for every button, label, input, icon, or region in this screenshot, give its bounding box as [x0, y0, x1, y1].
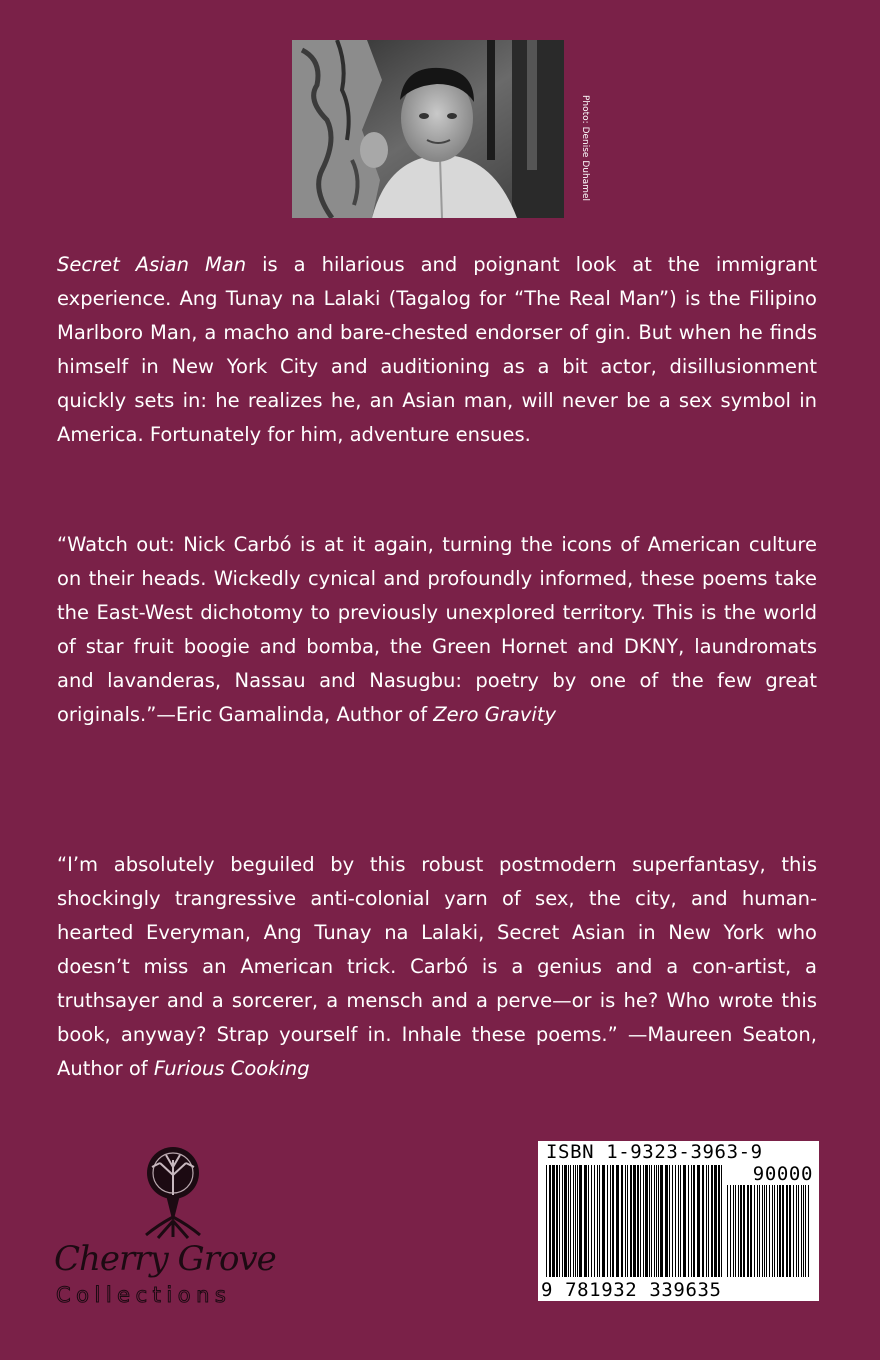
barcode-bar: [691, 1165, 692, 1277]
barcode-bar: [627, 1165, 628, 1277]
description-body: is a hilarious and poignant look at the immigrant experience. Ang Tunay na Lalaki (Tagalog for “The Real Man”) is the Filipino Marlboro Man, a macho and bare-chested endorser of gin. But when he finds himself in New York City and auditioning as a bit actor, disillusionment quickly sets in: he realizes he, an Asian man, will never be a sex symbol in America. Fortunately for him, adventure ensues.: [57, 253, 817, 446]
barcode-bar: [754, 1185, 755, 1277]
barcode-bar: [711, 1165, 713, 1277]
tree-icon: [138, 1145, 208, 1240]
barcode-bar: [738, 1185, 739, 1277]
barcode-bar: [693, 1165, 695, 1277]
author-photo: [292, 40, 564, 218]
barcode-bar: [588, 1165, 589, 1277]
barcode-bar: [697, 1165, 700, 1277]
barcode-bar: [683, 1165, 686, 1277]
barcode-bar: [680, 1165, 681, 1277]
barcode-bar: [678, 1165, 679, 1277]
barcode-bar: [660, 1165, 663, 1277]
barcode-bar: [786, 1185, 788, 1277]
barcode-bar: [645, 1165, 648, 1277]
isbn-number: ISBN 1-9323-3963-9: [546, 1141, 763, 1163]
barcode-bar: [782, 1185, 784, 1277]
barcode-bar: [740, 1185, 742, 1277]
barcode-bar: [597, 1165, 598, 1277]
publisher-logo: [50, 1135, 295, 1325]
barcode-bar: [579, 1165, 582, 1277]
barcode-bar: [772, 1185, 773, 1277]
barcode-bar: [750, 1185, 752, 1277]
barcode-bar: [556, 1165, 558, 1277]
blurb-book-title: Zero Gravity: [433, 703, 557, 726]
barcode-bar: [546, 1165, 547, 1277]
barcode-bar: [559, 1165, 560, 1277]
barcode-bar: [621, 1165, 623, 1277]
photo-credit: Photo: Denise Duhamel: [580, 95, 590, 201]
barcode-bar: [762, 1185, 763, 1277]
barcode-bar: [769, 1185, 770, 1277]
barcode-bar: [789, 1185, 791, 1277]
price-code: 90000: [752, 1163, 813, 1185]
barcode-bar: [808, 1185, 809, 1277]
barcode-bar: [757, 1185, 758, 1277]
blurb-book-title: Furious Cooking: [153, 1057, 310, 1080]
barcode-bar: [625, 1165, 626, 1277]
barcode-bar: [599, 1165, 600, 1277]
barcode-bar: [616, 1165, 619, 1277]
isbn-barcode: [538, 1141, 819, 1301]
blurb-text: “Watch out: Nick Carbó is at it again, turning the icons of American culture on their heads. Wickedly cynical and profoundly informed, these poems take the East-West dichotomy to previously unexplored territory. This is the world of star fruit boogie and bomba, the Green Hornet and DKNY, laundromats and lavanderas, Nassau and Nasugbu: poetry by one of the few great originals.”—Eric Gamalinda, Author of: [57, 533, 817, 726]
barcode-bar: [735, 1185, 736, 1277]
barcode-bar: [594, 1165, 595, 1277]
barcode-bar: [665, 1165, 668, 1277]
barcode-bar: [702, 1165, 704, 1277]
barcode-bar: [577, 1165, 578, 1277]
barcode-bar: [649, 1165, 650, 1277]
barcode-bar: [656, 1165, 657, 1277]
barcode-bar: [602, 1165, 605, 1277]
barcode-bar: [798, 1185, 799, 1277]
barcode-bar: [570, 1165, 571, 1277]
barcode-bar: [672, 1165, 673, 1277]
barcode-bar: [779, 1185, 781, 1277]
barcode-bar: [805, 1185, 806, 1277]
barcode-bar: [643, 1165, 644, 1277]
barcode-bar: [733, 1185, 734, 1277]
barcode-bar: [688, 1165, 689, 1277]
book-description: [57, 248, 817, 452]
blurb-text: “I’m absolutely beguiled by this robust postmodern superfantasy, this shockingly trangressive anti-colonial yarn of sex, the city, and human-hearted Everyman, Ang Tunay na Lalaki, Secret Asian in New York who doesn’t miss an American trick. Carbó is a genius and a con-artist, a truthsayer and a sorcerer, a mensch and a perve—or is he? Who wrote this book, anyway? Strap yourself in. Inhale these poems.” —Maureen Seaton, Author of: [57, 853, 817, 1080]
barcode-bar: [803, 1185, 804, 1277]
barcode-bar: [575, 1165, 576, 1277]
barcode-bar: [721, 1165, 722, 1277]
barcode-bar: [630, 1165, 632, 1277]
barcode-bar: [552, 1165, 555, 1277]
barcode-bar: [714, 1165, 717, 1277]
barcode-bar: [766, 1185, 767, 1277]
barcode-bar: [743, 1185, 745, 1277]
barcode-bar: [675, 1165, 676, 1277]
barcode-bar: [708, 1165, 709, 1277]
barcode-bar: [573, 1165, 574, 1277]
barcode-bar: [612, 1165, 614, 1277]
barcode-bar: [706, 1165, 707, 1277]
barcode-bars: [546, 1165, 724, 1277]
barcode-bar: [654, 1165, 655, 1277]
barcode-bar: [651, 1165, 652, 1277]
barcode-bar: [759, 1185, 760, 1277]
barcode-bar: [564, 1165, 567, 1277]
barcode-bar: [591, 1165, 592, 1277]
barcode-bar: [640, 1165, 641, 1277]
ean-number: 9 781932 339635: [541, 1279, 722, 1301]
barcode-bar: [607, 1165, 608, 1277]
addon-barcode-bars: [727, 1185, 811, 1277]
barcode-bar: [747, 1185, 749, 1277]
barcode-bar: [796, 1185, 797, 1277]
publisher-name: Cherry Grove: [54, 1239, 276, 1279]
barcode-bar: [777, 1185, 778, 1277]
barcode-bar: [584, 1165, 587, 1277]
barcode-bar: [568, 1165, 569, 1277]
blurb-seaton: [57, 848, 817, 1086]
barcode-bar: [562, 1165, 563, 1277]
barcode-bar: [633, 1165, 636, 1277]
barcode-bar: [727, 1185, 728, 1277]
barcode-bar: [658, 1165, 659, 1277]
barcode-bar: [801, 1185, 802, 1277]
barcode-bar: [610, 1165, 611, 1277]
book-title: Secret Asian Man: [57, 253, 247, 276]
barcode-bar: [774, 1185, 775, 1277]
barcode-bar: [793, 1185, 794, 1277]
barcode-bar: [669, 1165, 670, 1277]
publisher-tagline: Collections: [56, 1283, 232, 1307]
barcode-bar: [764, 1185, 765, 1277]
barcode-bar: [637, 1165, 639, 1277]
barcode-bar: [718, 1165, 720, 1277]
barcode-bar: [549, 1165, 551, 1277]
blurb-gamalinda: [57, 528, 817, 732]
barcode-bar: [730, 1185, 731, 1277]
